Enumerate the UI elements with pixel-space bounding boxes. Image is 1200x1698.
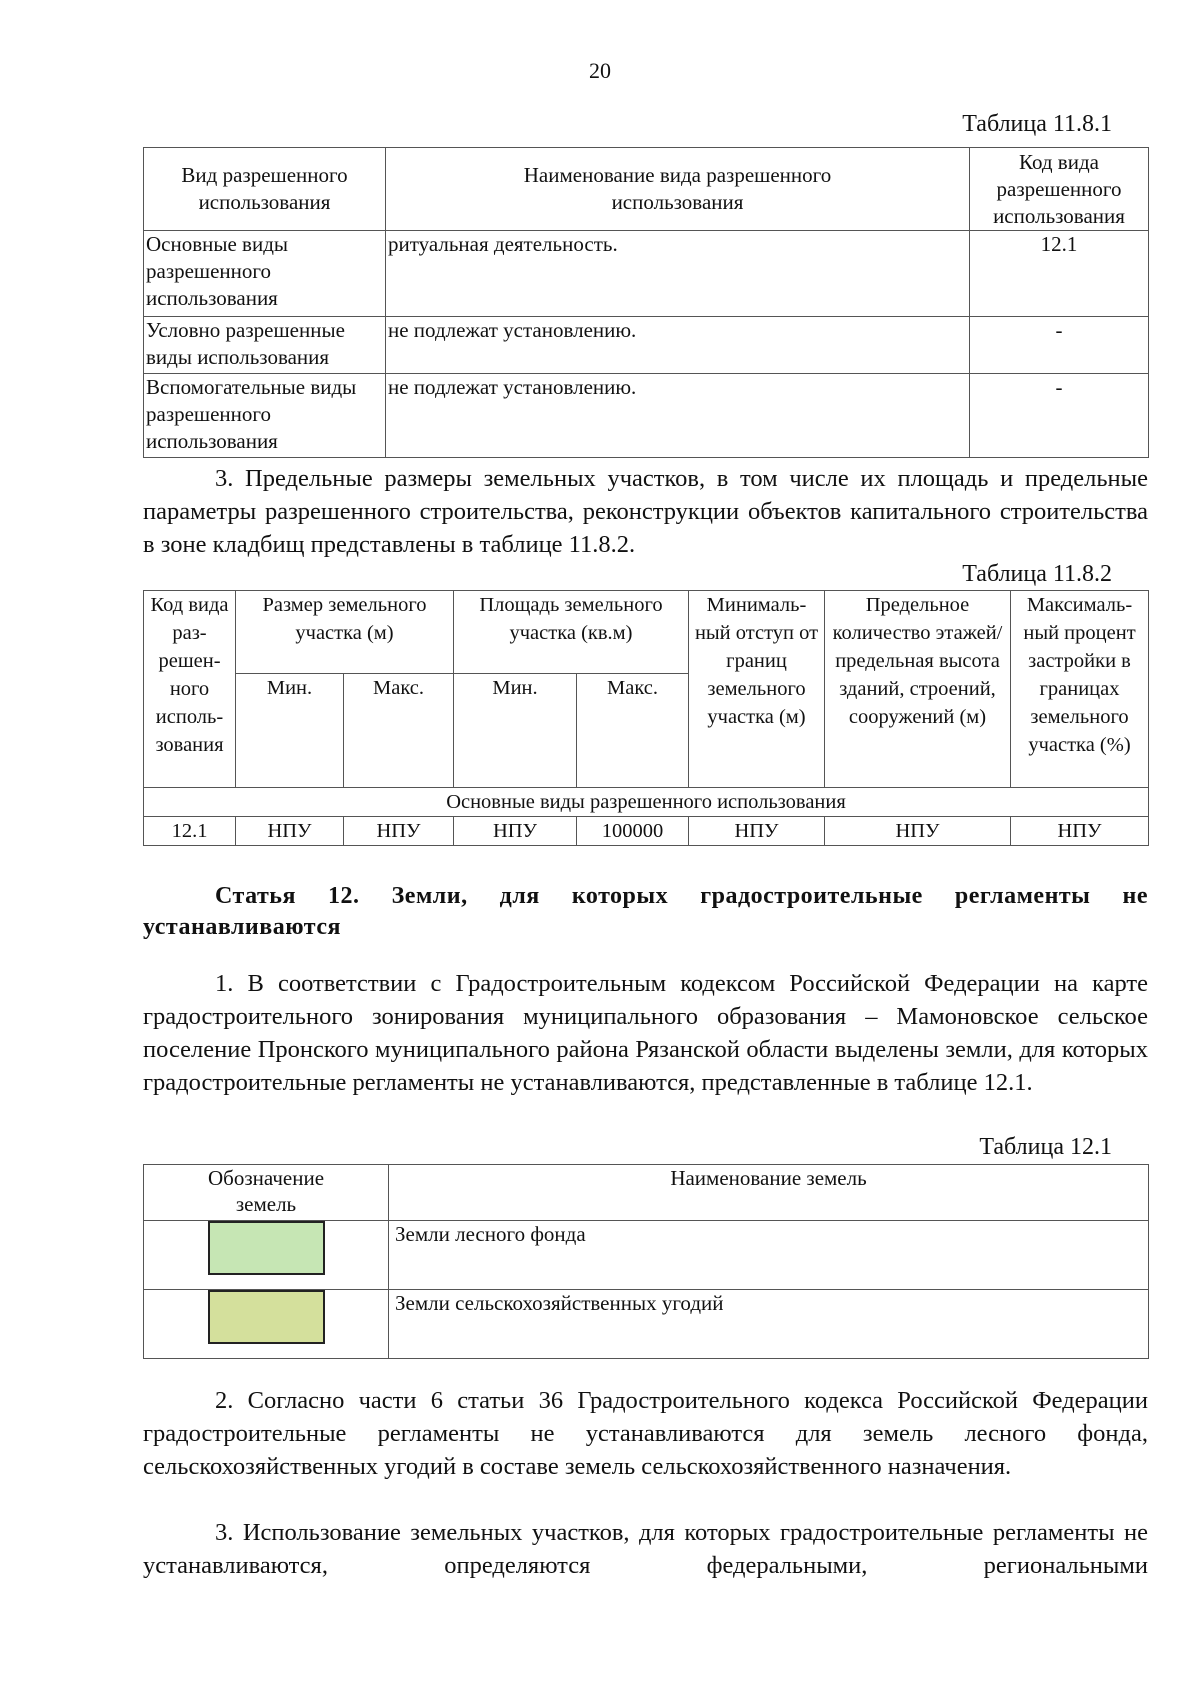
article-12-heading: Статья 12. Земли, для которых градостроительные регламенты не устанавливаются [143, 883, 1148, 940]
header-permitted-use-type: Вид разрешенного использования [144, 148, 386, 231]
cell-use-type: Условно разрешенные виды использования [144, 317, 386, 374]
cell-land-symbol [144, 1290, 389, 1359]
table-11-8-2 [143, 590, 1149, 846]
cell-min-setback: НПУ [689, 817, 825, 846]
article-12-paragraph-2: 2. Согласно части 6 статьи 36 Градостроительного кодекса Российской Федерации градостроительные регламенты не устанавливаются для земель лесного фонда, сельскохозяйственных угодий в составе земель сельскохозяйственного назначения. [143, 1387, 1148, 1480]
header-plot-size: Размер земельного участка (м) [236, 591, 454, 674]
cell-plot-size-max: НПУ [344, 817, 454, 846]
cell-use-name: не подлежат установлению. [386, 317, 970, 374]
section-label: Основные виды разрешенного использования [144, 788, 1149, 817]
header-permitted-use-code: Код вида разрешенного использования [970, 148, 1149, 231]
cell-use-code: - [970, 317, 1149, 374]
header-max-coverage: Максималь-ный процент застройки в границах земельного участка (%) [1011, 591, 1149, 788]
header-plot-area: Площадь земельного участка (кв.м) [454, 591, 689, 674]
table-row [144, 817, 1149, 846]
cell-use-name: не подлежат установлению. [386, 374, 970, 458]
table-section-row [144, 788, 1149, 817]
cell-use-type: Вспомогательные виды разрешенного использования [144, 374, 386, 458]
table-11-8-1 [143, 147, 1149, 458]
header-plot-area-max: Макс. [577, 674, 689, 788]
forest-fund-swatch [208, 1221, 325, 1275]
article-12-paragraph-1: 1. В соответствии с Градостроительным кодексом Российской Федерации на карте градостроительного зонирования муниципального образования – Мамоновское сельское поселение Пронского муниципального района Рязанской области выделены земли, для которых градостроительные регламенты не устанавливаются, представленные в таблице 12.1. [143, 970, 1148, 1096]
table-header-row [144, 591, 1149, 674]
cell-plot-area-max: 100000 [577, 817, 689, 846]
cell-land-name: Земли лесного фонда [389, 1221, 1149, 1290]
cell-use-code: 12.1 [970, 231, 1149, 317]
table-11-8-2-caption: Таблица 11.8.2 [962, 561, 1112, 587]
table-row [144, 317, 1149, 374]
table-header-row [144, 148, 1149, 231]
table-12-1-caption: Таблица 12.1 [979, 1134, 1112, 1160]
agricultural-land-swatch [208, 1290, 325, 1344]
cell-use-type: Основные виды разрешенного использования [144, 231, 386, 317]
cell-plot-size-min: НПУ [236, 817, 344, 846]
cell-use-code: - [970, 374, 1149, 458]
header-permitted-use-name: Наименование вида разрешенного использования [386, 148, 970, 231]
cell-max-floors: НПУ [825, 817, 1011, 846]
article-12-paragraph-3: 3. Использование земельных участков, для которых градостроительные регламенты не устанавливаются, определяются федеральными, региональными [143, 1519, 1148, 1579]
header-land-name: Наименование земель [389, 1165, 1149, 1221]
page-number: 20 [589, 58, 611, 83]
header-plot-size-max: Макс. [344, 674, 454, 788]
cell-max-coverage: НПУ [1011, 817, 1149, 846]
header-plot-size-min: Мин. [236, 674, 344, 788]
cell-plot-area-min: НПУ [454, 817, 577, 846]
cell-land-name: Земли сельскохозяйственных угодий [389, 1290, 1149, 1359]
table-header-row [144, 1165, 1149, 1221]
table-row [144, 374, 1149, 458]
table-row [144, 231, 1149, 317]
table-11-8-1-caption: Таблица 11.8.1 [962, 111, 1112, 137]
cell-land-symbol [144, 1221, 389, 1290]
header-min-setback: Минималь-ный отступ от границ земельного участка (м) [689, 591, 825, 788]
cell-use-code: 12.1 [144, 817, 236, 846]
paragraph-limit-sizes [143, 462, 1148, 561]
header-use-code: Код вида раз-решен-ного исполь-зования [144, 591, 236, 788]
table-row [144, 1290, 1149, 1359]
paragraph-text: 3. Предельные размеры земельных участков, в том числе их площадь и предельные параметры разрешенного строительства, реконструкции объектов капитального строительства в зоне кладбищ представлены в таблице 11.8.2. [143, 465, 1148, 558]
table-12-1 [143, 1164, 1149, 1359]
cell-use-name: ритуальная деятельность. [386, 231, 970, 317]
header-plot-area-min: Мин. [454, 674, 577, 788]
table-row [144, 1221, 1149, 1290]
header-land-symbol: Обозначение земель [144, 1165, 389, 1221]
header-max-floors: Предельное количество этажей/ предельная высота зданий, строений, сооружений (м) [825, 591, 1011, 788]
